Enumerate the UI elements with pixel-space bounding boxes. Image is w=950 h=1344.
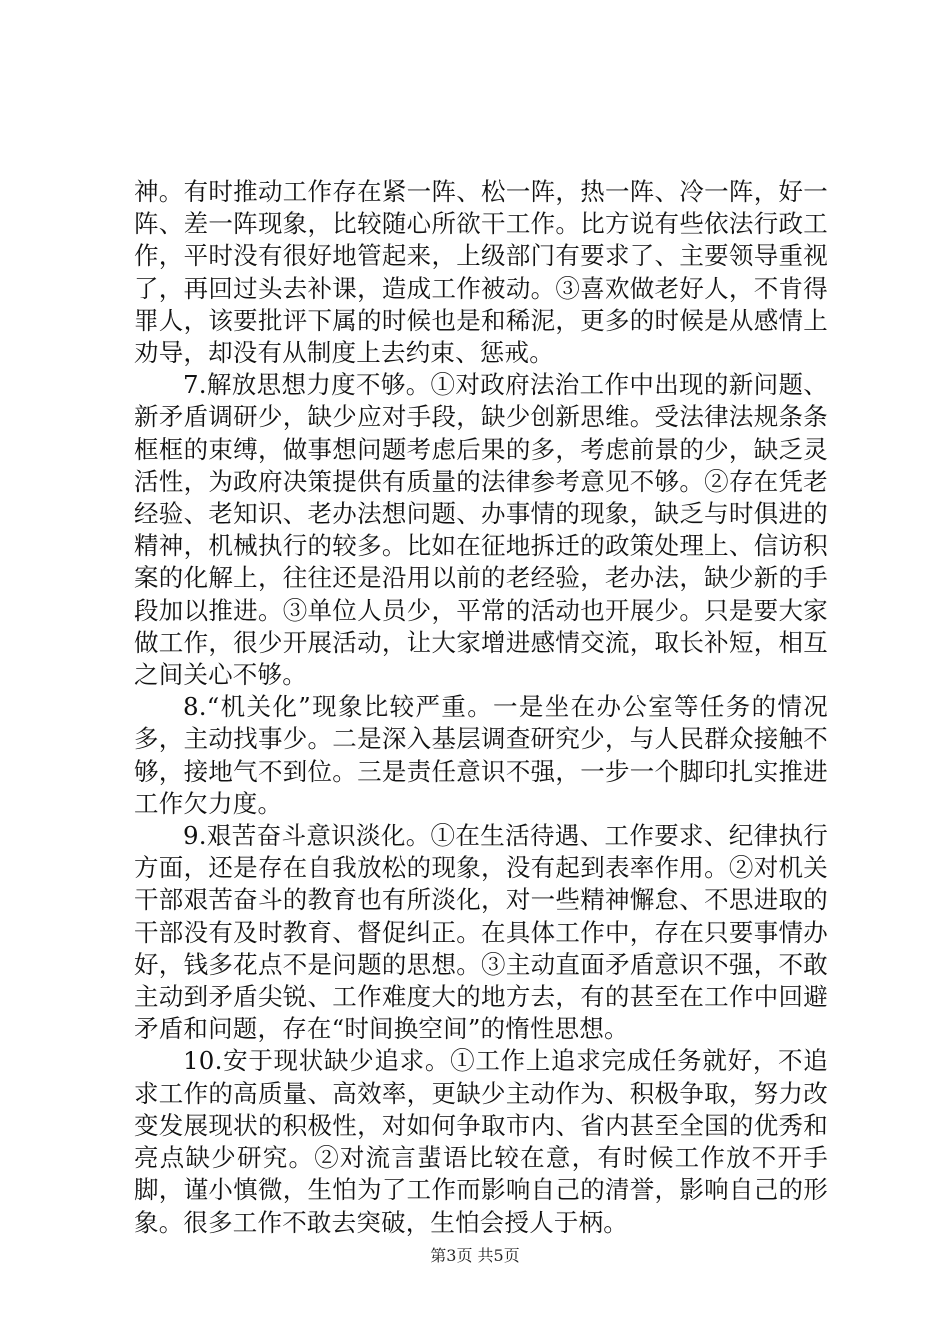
paragraph-continuation: 神。有时推动工作存在紧一阵、松一阵，热一阵、冷一阵，好一阵、差一阵现象，比较随心所欲干工作。比方说有些依法行政工作，平时没有很好地管起来，上级部门有要求了、主要领导重视了，再回过头去补课，造成工作被动。③喜欢做老好人，不肯得罪人，该要批评下属的时候也是和稀泥，更多的时候是从感情上劝导，却没有从制度上去约束、惩戒。 (134, 177, 828, 368)
paragraph-item-10: 10.安于现状缺少追求。①工作上追求完成任务就好，不追求工作的高质量、高效率，更缺少主动作为、积极争取，努力改变发展现状的积极性，对如何争取市内、省内甚至全国的优秀和亮点缺少研究。②对流言蜚语比较在意，有时候工作放不开手脚，谨小慎微，生怕为了工作而影响自己的清誉，影响自己的形象。很多工作不敢去突破，生怕会授人于柄。 (134, 1046, 828, 1237)
paragraph-item-7: 7.解放思想力度不够。①对政府法治工作中出现的新问题、新矛盾调研少，缺少应对手段，缺少创新思维。受法律法规条条框框的束缚，做事想问题考虑后果的多，考虑前景的少，缺乏灵活性，为政府决策提供有质量的法律参考意见不够。②存在凭老经验、老知识、老办法想问题、办事情的现象，缺乏与时俱进的精神，机械执行的较多。比如在征地拆迁的政策处理上、信访积案的化解上，往往还是沿用以前的老经验，老办法，缺少新的手段加以推进。③单位人员少，平常的活动也开展少。只是要大家做工作，很少开展活动，让大家增进感情交流，取长补短，相互之间关心不够。 (134, 370, 828, 690)
paragraph-item-8: 8.“机关化”现象比较严重。一是坐在办公室等任务的情况多，主动找事少。二是深入基层调查研究少，与人民群众接触不够，接地气不到位。三是责任意识不强，一步一个脚印扎实推进工作欠力度。 (134, 692, 828, 818)
paragraph-item-9: 9.艰苦奋斗意识淡化。①在生活待遇、工作要求、纪律执行方面，还是存在自我放松的现象，没有起到表率作用。②对机关干部艰苦奋斗的教育也有所淡化，对一些精神懈怠、不思进取的干部没有及时教育、督促纠正。在具体工作中，存在只要事情办好，钱多花点不是问题的思想。③主动直面矛盾意识不强，不敢主动到矛盾尖锐、工作难度大的地方去，有的甚至在工作中回避矛盾和问题，存在“时间换空间”的惰性思想。 (134, 821, 828, 1044)
page-footer: 第3页 共5页 (430, 1246, 520, 1265)
document-body (134, 176, 828, 1239)
